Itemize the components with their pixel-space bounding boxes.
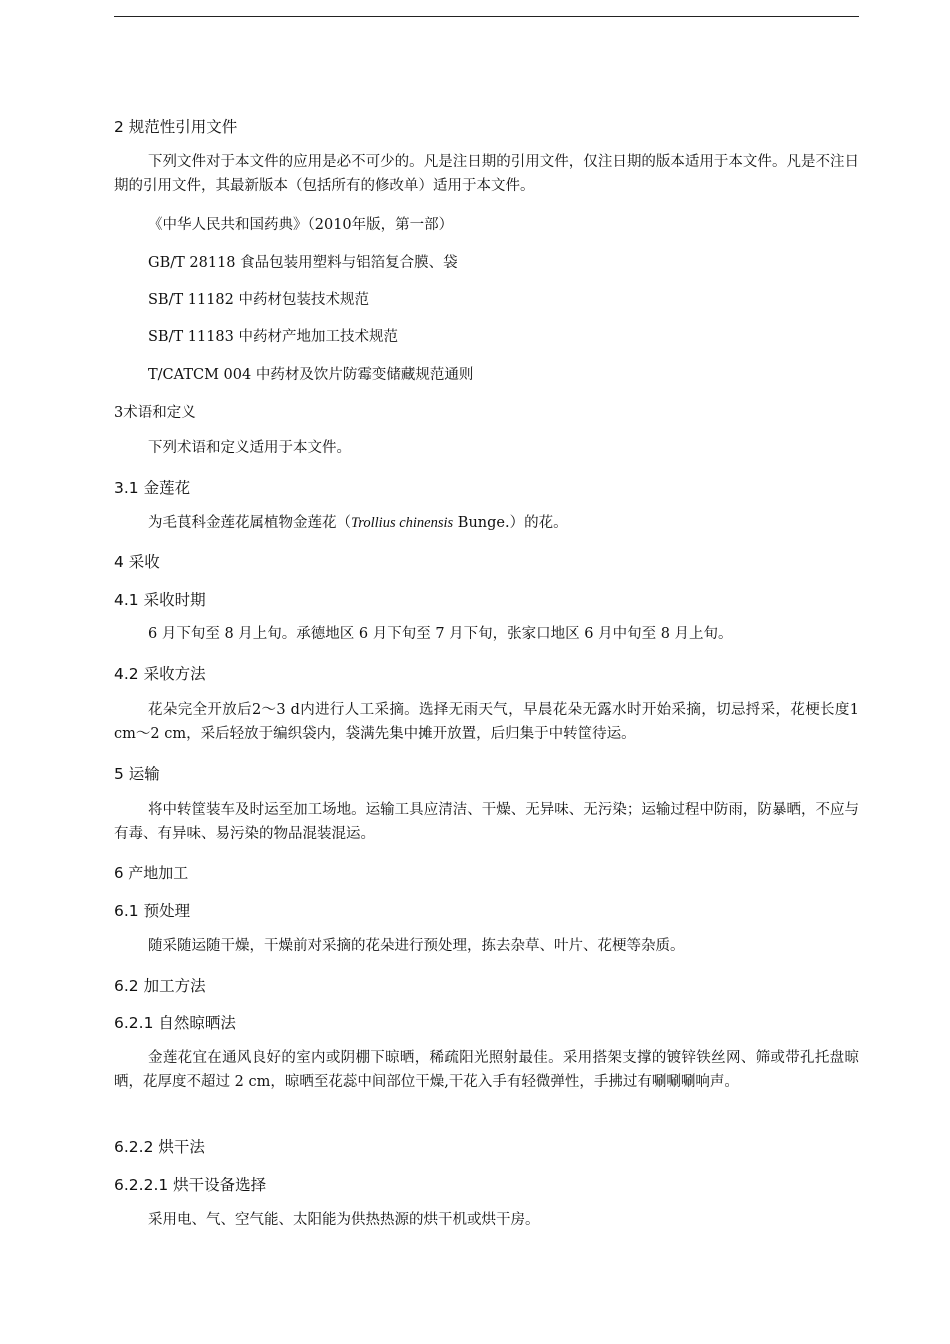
section-6-2-1-text: 金莲花宜在通风良好的室内或阴棚下晾晒，稀疏阳光照射最佳。采用搭架支撑的镀锌铁丝网、筛或带孔托盘晾晒，花厚度不超过 2 cm，晾晒至花蕊中间部位干燥,干花入手有轻微弹性，手拂过有唰唰唰响声。 — [114, 1050, 859, 1090]
section-6-2-2-heading: 6.2.2 烘干法 — [114, 1138, 205, 1156]
section-6-heading: 6 产地加工 — [114, 864, 189, 882]
definition-prefix: 为毛茛科金莲花属植物金莲花（ — [148, 515, 351, 531]
section-2-heading: 2 规范性引用文件 — [114, 118, 238, 136]
latin-name: Trollius chinensis — [351, 515, 454, 531]
section-6-2-1-heading: 6.2.1 自然晾晒法 — [114, 1014, 236, 1032]
section-6-2-2-1-text: 采用电、气、空气能、太阳能为供热热源的烘干机或烘干房。 — [148, 1212, 540, 1228]
section-6-2-2-1-heading: 6.2.2.1 烘干设备选择 — [114, 1176, 267, 1194]
section-6-2-heading: 6.2 加工方法 — [114, 977, 206, 995]
reference-tcatcm-004: T/CATCM 004 中药材及饮片防霉变储藏规范通则 — [148, 367, 474, 383]
section-3-1-definition — [114, 511, 859, 535]
section-4-1-text: 6 月下旬至 8 月上旬。承德地区 6 月下旬至 7 月下旬，张家口地区 6 月中旬至 8 月上旬。 — [148, 626, 733, 642]
section-5-heading: 5 运输 — [114, 765, 160, 783]
section-5-text: 将中转筐装车及时运至加工场地。运输工具应清洁、干燥、无异味、无污染；运输过程中防雨，防暴晒，不应与有毒、有异味、易污染的物品混装混运。 — [114, 802, 859, 842]
section-3-heading: 3术语和定义 — [114, 405, 196, 421]
reference-pharmacopoeia: 《中华人民共和国药典》（2010年版，第一部） — [148, 217, 454, 233]
section-2-intro: 下列文件对于本文件的应用是必不可少的。凡是注日期的引用文件，仅注日期的版本适用于本文件。凡是不注日期的引用文件，其最新版本（包括所有的修改单）适用于本文件。 — [114, 154, 859, 194]
section-4-1-heading: 4.1 采收时期 — [114, 591, 206, 609]
section-4-heading: 4 采收 — [114, 553, 160, 571]
section-4-2-heading: 4.2 采收方法 — [114, 665, 206, 683]
reference-sbt-11183: SB/T 11183 中药材产地加工技术规范 — [148, 329, 398, 345]
reference-sbt-11182: SB/T 11182 中药材包装技术规范 — [148, 292, 369, 308]
section-6-1-heading: 6.1 预处理 — [114, 902, 191, 920]
section-6-1-text: 随采随运随干燥，干燥前对采摘的花朵进行预处理，拣去杂草、叶片、花梗等杂质。 — [148, 938, 685, 954]
header-rule — [114, 16, 859, 17]
section-3-1-heading: 3.1 金莲花 — [114, 479, 191, 497]
definition-suffix: Bunge.）的花。 — [453, 515, 568, 531]
reference-gbt-28118: GB/T 28118 食品包装用塑料与铝箔复合膜、袋 — [148, 255, 458, 271]
section-4-2-text: 花朵完全开放后2～3 d内进行人工采摘。选择无雨天气，早晨花朵无露水时开始采摘，切忌捋采，花梗长度1 cm～2 cm，采后轻放于编织袋内，袋满先集中摊开放置，后归集于中转筐待运。 — [114, 702, 859, 742]
section-3-intro: 下列术语和定义适用于本文件。 — [148, 440, 351, 456]
